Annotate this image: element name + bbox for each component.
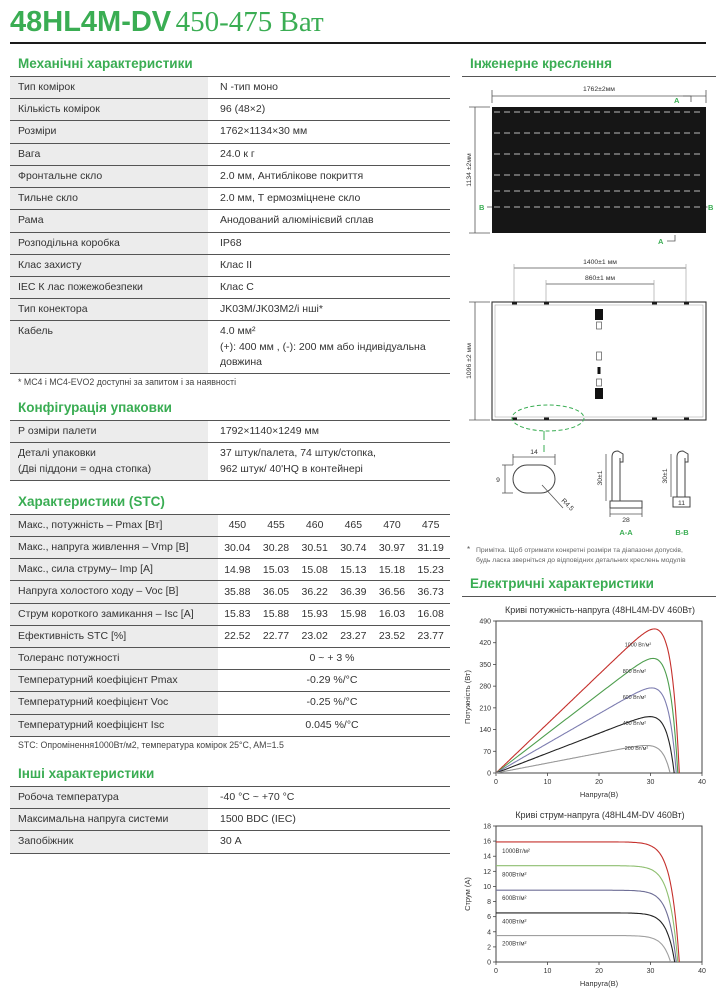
x-tick-label: 30 (646, 779, 655, 787)
row-value (208, 99, 450, 120)
drawing-divider (462, 76, 716, 77)
stc-cell: 23.52 (378, 630, 406, 643)
table-row (10, 559, 450, 581)
text-line: 30 А (220, 835, 242, 848)
row-label (10, 299, 208, 320)
junction-boxes (595, 309, 603, 399)
row-values (218, 626, 450, 647)
table-row (10, 233, 450, 255)
row-values (218, 581, 450, 602)
iv-curve-chart (462, 820, 714, 988)
y-tick-label: 280 (479, 684, 491, 692)
table-row (10, 648, 450, 670)
rear-height-dim: 1096 ±2 мм (466, 343, 473, 379)
section-title-stc: Характеристики (STC) (18, 493, 165, 509)
stc-cell: 465 (344, 519, 363, 532)
table-row (10, 99, 450, 121)
stc-cell: 30.97 (378, 541, 406, 554)
section-title-other: Інші характеристики (18, 765, 155, 781)
row-label (10, 809, 208, 830)
stc-cell: 36.56 (378, 585, 406, 598)
row-label (10, 99, 208, 120)
series-label: 600Вт/м² (502, 896, 527, 903)
row-label (10, 210, 208, 231)
rear-outer-dim: 1400±1 мм (583, 259, 617, 266)
text-line: JK03M/JK03M2/і нші* (220, 303, 323, 316)
note-asterisk: * (467, 545, 471, 554)
row-value (208, 321, 450, 373)
x-axis-label: Напруга(В) (579, 790, 619, 800)
x-tick-label: 40 (698, 968, 706, 976)
other-table (10, 786, 450, 854)
row-value (208, 787, 450, 808)
stc-cell: 23.02 (301, 630, 328, 643)
text-line: IEC К лас пожежобезпеки (18, 280, 143, 293)
y-tick-label: 18 (483, 823, 491, 831)
section-marker-b-left: B (479, 203, 485, 212)
table-row (10, 255, 450, 277)
row-label (10, 443, 208, 479)
stc-cell: 15.93 (301, 608, 328, 621)
stc-cell: 35.88 (224, 585, 251, 598)
text-line: (Дві піддони = одна стопка) (18, 462, 152, 475)
section-bb-height-dim: 30±1 (662, 468, 669, 484)
row-label: Макс., напруга живлення – Vmp [В] (10, 537, 218, 558)
stc-cell: 15.18 (378, 563, 406, 576)
section-aa-profile (612, 451, 623, 501)
row-label (10, 121, 208, 142)
mechanical-table (10, 76, 450, 374)
x-tick-label: 0 (494, 968, 498, 976)
left-column (10, 56, 450, 993)
text-line: Клас C (220, 280, 254, 293)
section-arrow-a-top (683, 96, 691, 102)
mounting-slot-detail (513, 465, 555, 493)
iv-chart-title: Криві струм-напруга (48HL4M-DV 460Вт) (515, 810, 685, 821)
section-aa-label: A-A (619, 528, 633, 537)
text-line: 4.0 мм² (220, 325, 256, 338)
table-row (10, 210, 450, 232)
title-divider (10, 42, 706, 44)
slot-width-dim: 14 (530, 449, 538, 456)
section-marker-b-right: B (708, 203, 714, 212)
text-line: Фронтальне скло (18, 169, 103, 182)
y-tick-label: 350 (479, 662, 491, 670)
row-label (10, 421, 208, 442)
row-label: Струм короткого замикання – Isc [А] (10, 604, 218, 625)
y-tick-label: 2 (487, 944, 491, 952)
section-aa-width-dim: 28 (622, 517, 630, 524)
section-bb-width-dim: 11 (677, 500, 686, 507)
series-curve (496, 866, 678, 962)
stc-cell: 475 (421, 519, 440, 532)
text-line: Розподільна коробка (18, 236, 120, 249)
table-row (10, 626, 450, 648)
stc-cell: 14.98 (224, 563, 251, 576)
row-value: 0.045 %/°C (305, 718, 359, 731)
text-line: 962 штук/ 40'HQ в контейнері (220, 462, 363, 475)
note-line-2: будь ласка зверніться до відповідних детальних креслень модулів (476, 557, 686, 565)
text-line: Р озміри палети (18, 425, 97, 438)
x-tick-label: 40 (698, 779, 706, 787)
stc-cell: 36.05 (262, 585, 290, 598)
text-line: Тип конектора (18, 303, 88, 316)
stc-cell: 22.52 (224, 630, 251, 643)
stc-cell: 15.23 (417, 563, 444, 576)
row-values (218, 515, 450, 536)
text-line: N -тип моно (220, 81, 278, 93)
stc-cell: 36.73 (417, 585, 444, 598)
front-height-dim: 1134 ±2мм (466, 153, 473, 187)
text-line: Кількість комірок (18, 103, 100, 116)
drawing-note (467, 545, 712, 566)
pv-chart-title: Криві потужність-напруга (48HL4M-DV 460Вт) (504, 605, 696, 616)
text-line: Вага (18, 147, 41, 160)
row-label (10, 233, 208, 254)
stc-cell: 15.13 (340, 563, 367, 576)
row-value (208, 166, 450, 187)
stc-cell: 460 (305, 519, 324, 532)
text-line: 1500 BDC (IEC) (220, 813, 296, 826)
row-label (10, 166, 208, 187)
x-tick-label: 10 (543, 779, 552, 787)
text-line: Запобіжник (18, 835, 74, 848)
slot-height-dim: 9 (496, 477, 500, 484)
table-row (10, 515, 450, 537)
text-line: Тип комірок (18, 81, 75, 93)
y-tick-label: 70 (483, 749, 491, 757)
section-bb-label: B-B (675, 528, 689, 537)
page-title (10, 6, 706, 39)
table-row (10, 421, 450, 443)
row-value (208, 77, 450, 98)
row-value (208, 210, 450, 231)
row-label: Макс., потужність – Pmax [Вт] (10, 515, 218, 536)
row-value (208, 421, 450, 442)
packaging-table (10, 420, 450, 481)
section-title-packaging: Конфігурація упаковки (18, 400, 172, 416)
row-label: Толеранс потужності (10, 648, 218, 669)
stc-cell: 455 (267, 519, 285, 532)
pv-chart-block (462, 605, 716, 804)
text-line: Максимальна напруга системи (18, 813, 169, 826)
row-label (10, 144, 208, 165)
stc-cell: 23.77 (417, 630, 444, 643)
table-row (10, 443, 450, 480)
right-column (462, 56, 716, 993)
series-label: 200 Вт/м² (624, 746, 649, 753)
table-row (10, 144, 450, 166)
row-value (208, 831, 450, 852)
stc-cell: 36.22 (301, 585, 328, 598)
text-line: 1762×1134×30 мм (220, 125, 308, 138)
row-label (10, 255, 208, 276)
y-tick-label: 140 (479, 727, 491, 735)
row-value (208, 809, 450, 830)
row-label (10, 188, 208, 209)
row-label (10, 831, 208, 852)
table-row (10, 670, 450, 692)
table-row (10, 581, 450, 603)
pv-curve-chart (462, 615, 714, 799)
x-axis-label: Напруга(В) (579, 979, 619, 989)
y-tick-label: 4 (487, 929, 491, 937)
table-row (10, 188, 450, 210)
row-label (10, 787, 208, 808)
stc-cell: 30.51 (301, 541, 328, 554)
text-line: (+): 400 мм , (-): 200 мм або індивідуальна довжина (220, 340, 426, 368)
y-tick-label: 210 (479, 705, 491, 713)
stc-table (10, 514, 450, 737)
row-values (218, 604, 450, 625)
row-label (10, 77, 208, 98)
row-value (208, 188, 450, 209)
stc-cell: 15.88 (262, 608, 290, 621)
iv-chart-block (462, 810, 716, 993)
row-value (208, 121, 450, 142)
text-line: Клас захисту (18, 258, 82, 271)
text-line: 24.0 к г (220, 147, 255, 160)
stc-cell: 31.19 (417, 541, 444, 554)
text-line: IP68 (220, 236, 242, 249)
y-tick-label: 16 (483, 838, 491, 846)
row-value (208, 299, 450, 320)
y-tick-label: 6 (487, 914, 491, 922)
row-label: Напруга холостого ходу – Voc [В] (10, 581, 218, 602)
stc-cell: 15.83 (224, 608, 251, 621)
y-axis-label: Потужність (Вт) (463, 670, 472, 725)
text-line: Анодований алюмінієвий сплав (220, 214, 374, 227)
table-row (10, 166, 450, 188)
text-line: Клас II (220, 258, 253, 271)
text-line: -40 °C ~ +70 °C (220, 790, 295, 803)
series-label: 200Вт/м² (502, 941, 527, 948)
section-arrow-a-bottom (667, 235, 675, 241)
stc-cell: 15.08 (301, 563, 328, 576)
text-line: Деталі упаковки (18, 447, 96, 460)
stc-cell: 23.27 (340, 630, 367, 643)
x-tick-label: 20 (595, 779, 603, 787)
series-label: 400 Вт/м² (622, 721, 647, 728)
row-value (208, 443, 450, 479)
row-label: Ефективність STC [%] (10, 626, 218, 647)
front-width-dim: 1762±2мм (583, 86, 615, 93)
y-tick-label: 420 (479, 640, 491, 648)
text-line: Робоча температура (18, 790, 119, 803)
row-label: Температурний коефіцієнт Pmax (10, 670, 218, 691)
series-curve (496, 717, 674, 773)
series-label: 600 Вт/м² (622, 695, 647, 702)
stc-cell: 36.39 (340, 585, 367, 598)
stc-section (10, 494, 450, 750)
front-view-drawing (462, 81, 716, 247)
y-tick-label: 10 (483, 884, 491, 892)
x-tick-label: 20 (595, 968, 603, 976)
series-label: 1000 Вт/м² (624, 642, 652, 649)
stc-cell: 30.28 (262, 541, 290, 554)
row-label: Макс., сила струму– Imp [А] (10, 559, 218, 580)
stc-cell: 16.03 (378, 608, 406, 621)
table-row (10, 321, 450, 374)
row-value: 0 ~ + 3 % (309, 652, 355, 665)
section-bb-profile (677, 451, 688, 497)
stc-cell: 16.08 (417, 608, 444, 621)
text-line: Тильне скло (18, 192, 79, 205)
section-marker-a-bottom: A (658, 237, 664, 246)
text-line: 2.0 мм, Т ермозміцнене скло (220, 192, 361, 205)
text-line: 37 штук/палета, 74 штук/стопка, (220, 447, 376, 460)
stc-cell: 450 (228, 519, 247, 532)
series-label: 800Вт/м² (502, 872, 527, 879)
table-row (10, 77, 450, 99)
y-tick-label: 0 (487, 959, 491, 967)
stc-cell: 30.74 (340, 541, 367, 554)
series-label: 800 Вт/м² (622, 669, 647, 676)
table-row (10, 715, 450, 737)
row-value (208, 233, 450, 254)
power-range: 450-475 Ват (175, 6, 324, 38)
row-label (10, 321, 208, 373)
table-row (10, 537, 450, 559)
stc-cell: 470 (383, 519, 401, 532)
table-row (10, 787, 450, 809)
x-tick-label: 10 (543, 968, 552, 976)
x-tick-label: 0 (494, 779, 498, 787)
note-line-1: Примітка. Щоб отримати конкретні розміри та діапазони допусків, (476, 547, 683, 554)
text-line: Кабель (18, 325, 53, 338)
row-values (218, 537, 450, 558)
row-value: -0.29 %/°C (306, 674, 358, 687)
packaging-section (10, 400, 450, 481)
model-name: 48HL4M-DV (10, 6, 172, 38)
row-values (218, 559, 450, 580)
y-tick-label: 8 (487, 899, 491, 907)
stc-cell: 15.03 (262, 563, 290, 576)
plot-frame (496, 826, 702, 962)
section-aa-height-dim: 30±1 (597, 470, 604, 486)
row-value (208, 144, 450, 165)
other-section (10, 766, 450, 854)
frame-sections-drawing (462, 445, 716, 539)
section-title-drawing: Інженерне креслення (470, 56, 613, 71)
mechanical-footnote: * MC4 і MC4-EVO2 доступні за запитом і за наявності (18, 377, 237, 388)
stc-cell: 30.04 (224, 541, 251, 554)
x-tick-label: 30 (646, 968, 655, 976)
table-row (10, 831, 450, 853)
stc-cell: 15.98 (340, 608, 367, 621)
row-label: Температурний коефіцієнт Voc (10, 692, 218, 713)
text-line: 96 (48×2) (220, 103, 266, 116)
section-title-mechanical: Механічні характеристики (18, 56, 193, 71)
table-row (10, 299, 450, 321)
mechanical-section (10, 56, 450, 387)
table-row (10, 809, 450, 831)
table-row (10, 604, 450, 626)
row-label: Температурний коефіцієнт Isc (10, 715, 218, 736)
row-value (208, 255, 450, 276)
text-line: Рама (18, 214, 44, 227)
electrical-divider (462, 596, 716, 597)
rear-inner-dim: 860±1 мм (584, 275, 616, 282)
text-line: 2.0 мм, Антиблікове покриття (220, 169, 364, 182)
y-tick-label: 490 (479, 618, 491, 626)
table-row (10, 277, 450, 299)
stc-footnote: STC: Опромінення1000Вт/м2, температура комірок 25°C, AM=1.5 (18, 739, 284, 750)
section-title-electrical: Електричні характеристики (470, 576, 654, 592)
text-line: Розміри (18, 125, 57, 138)
series-label: 1000Вт/м² (502, 849, 530, 856)
row-label (10, 277, 208, 298)
row-value: -0.25 %/°C (306, 696, 358, 709)
y-tick-label: 0 (487, 770, 491, 778)
row-value (208, 277, 450, 298)
series-label: 400Вт/м² (502, 919, 527, 926)
table-row (10, 692, 450, 714)
y-tick-label: 14 (483, 854, 491, 862)
text-line: 1792×1140×1249 мм (220, 425, 319, 438)
y-tick-label: 12 (483, 869, 491, 877)
table-row (10, 121, 450, 143)
rear-view-drawing (462, 252, 716, 440)
series-curve (496, 688, 676, 773)
panel-front-face (492, 107, 706, 233)
y-axis-label: Струм (А) (463, 877, 472, 912)
series-curve (496, 936, 671, 962)
stc-cell: 22.77 (262, 630, 290, 643)
slot-radius-dim: R4.5 (559, 497, 575, 513)
section-marker-a-top: A (674, 96, 680, 105)
